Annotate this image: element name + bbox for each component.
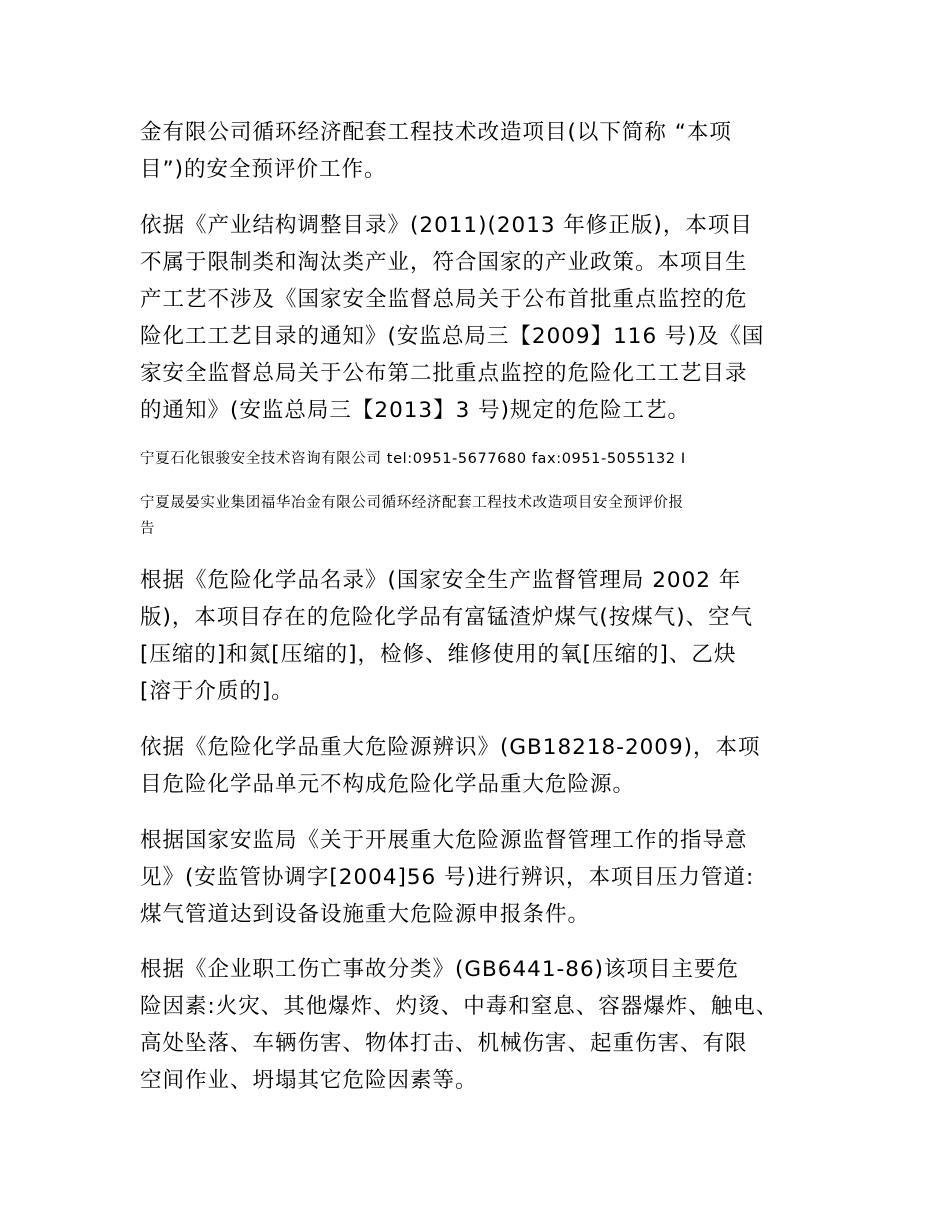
footer-company-contact: 宁夏石化银骏安全技术咨询有限公司 tel:0951-5677680 fax:0951-5055132 I [140, 451, 686, 467]
paragraph-risk-factors: 根据《企业职工伤亡事故分类》(GB6441-86)该项目主要危 险因素:火灾、其他爆炸、灼烫、中毒和窒息、容器爆炸、触电、 高处坠落、车辆伤害、物体打击、机械伤害、起重伤害、有限 空间作业、坍塌其它危险因素等。 [140, 957, 779, 1093]
paragraph-pressure-pipeline: 根据国家安监局《关于开展重大危险源监督管理工作的指导意 见》(安监管协调字[2004]56 号)进行辨识，本项目压力管道: 煤气管道达到设备设施重大危险源申报条件。 [140, 828, 755, 927]
paragraph-hazardous-chemicals: 根据《危险化学品名录》(国家安全生产监督管理局 2002 年 版)，本项目存在的危险化学品有富锰渣炉煤气(按煤气)、空气 [压缩的]和氮[压缩的]，检修、维修使用的氧[压缩的]、乙炔 [溶于介质的]。 [140, 568, 754, 704]
paragraph-major-hazard-identification: 依据《危险化学品重大危险源辨识》(GB18218-2009)，本项 目危险化学品单元不构成危险化学品重大危险源。 [140, 735, 761, 797]
paragraph-project-intro: 金有限公司循环经济配套工程技术改造项目(以下简称 “本项 目”)的安全预评价工作。 [140, 120, 732, 182]
paragraph-industry-policy: 依据《产业结构调整目录》(2011)(2013 年修正版)，本项目 不属于限制类和淘汰类产业，符合国家的产业政策。本项目生 产工艺不涉及《国家安全监督总局关于公布首批重点监控的危 险化工工艺目录的通知》(安监总局三【2009】116 号)及《国 家安全监督总局关于公布第二批重点监控的危险化工工艺目录 的通知》(安监总局三【2013】3 号)规定的危险工艺。 [140, 213, 765, 423]
header-report-title: 宁夏晟晏实业集团福华冶金有限公司循环经济配套工程技术改造项目安全预评价报 告 [140, 495, 684, 537]
